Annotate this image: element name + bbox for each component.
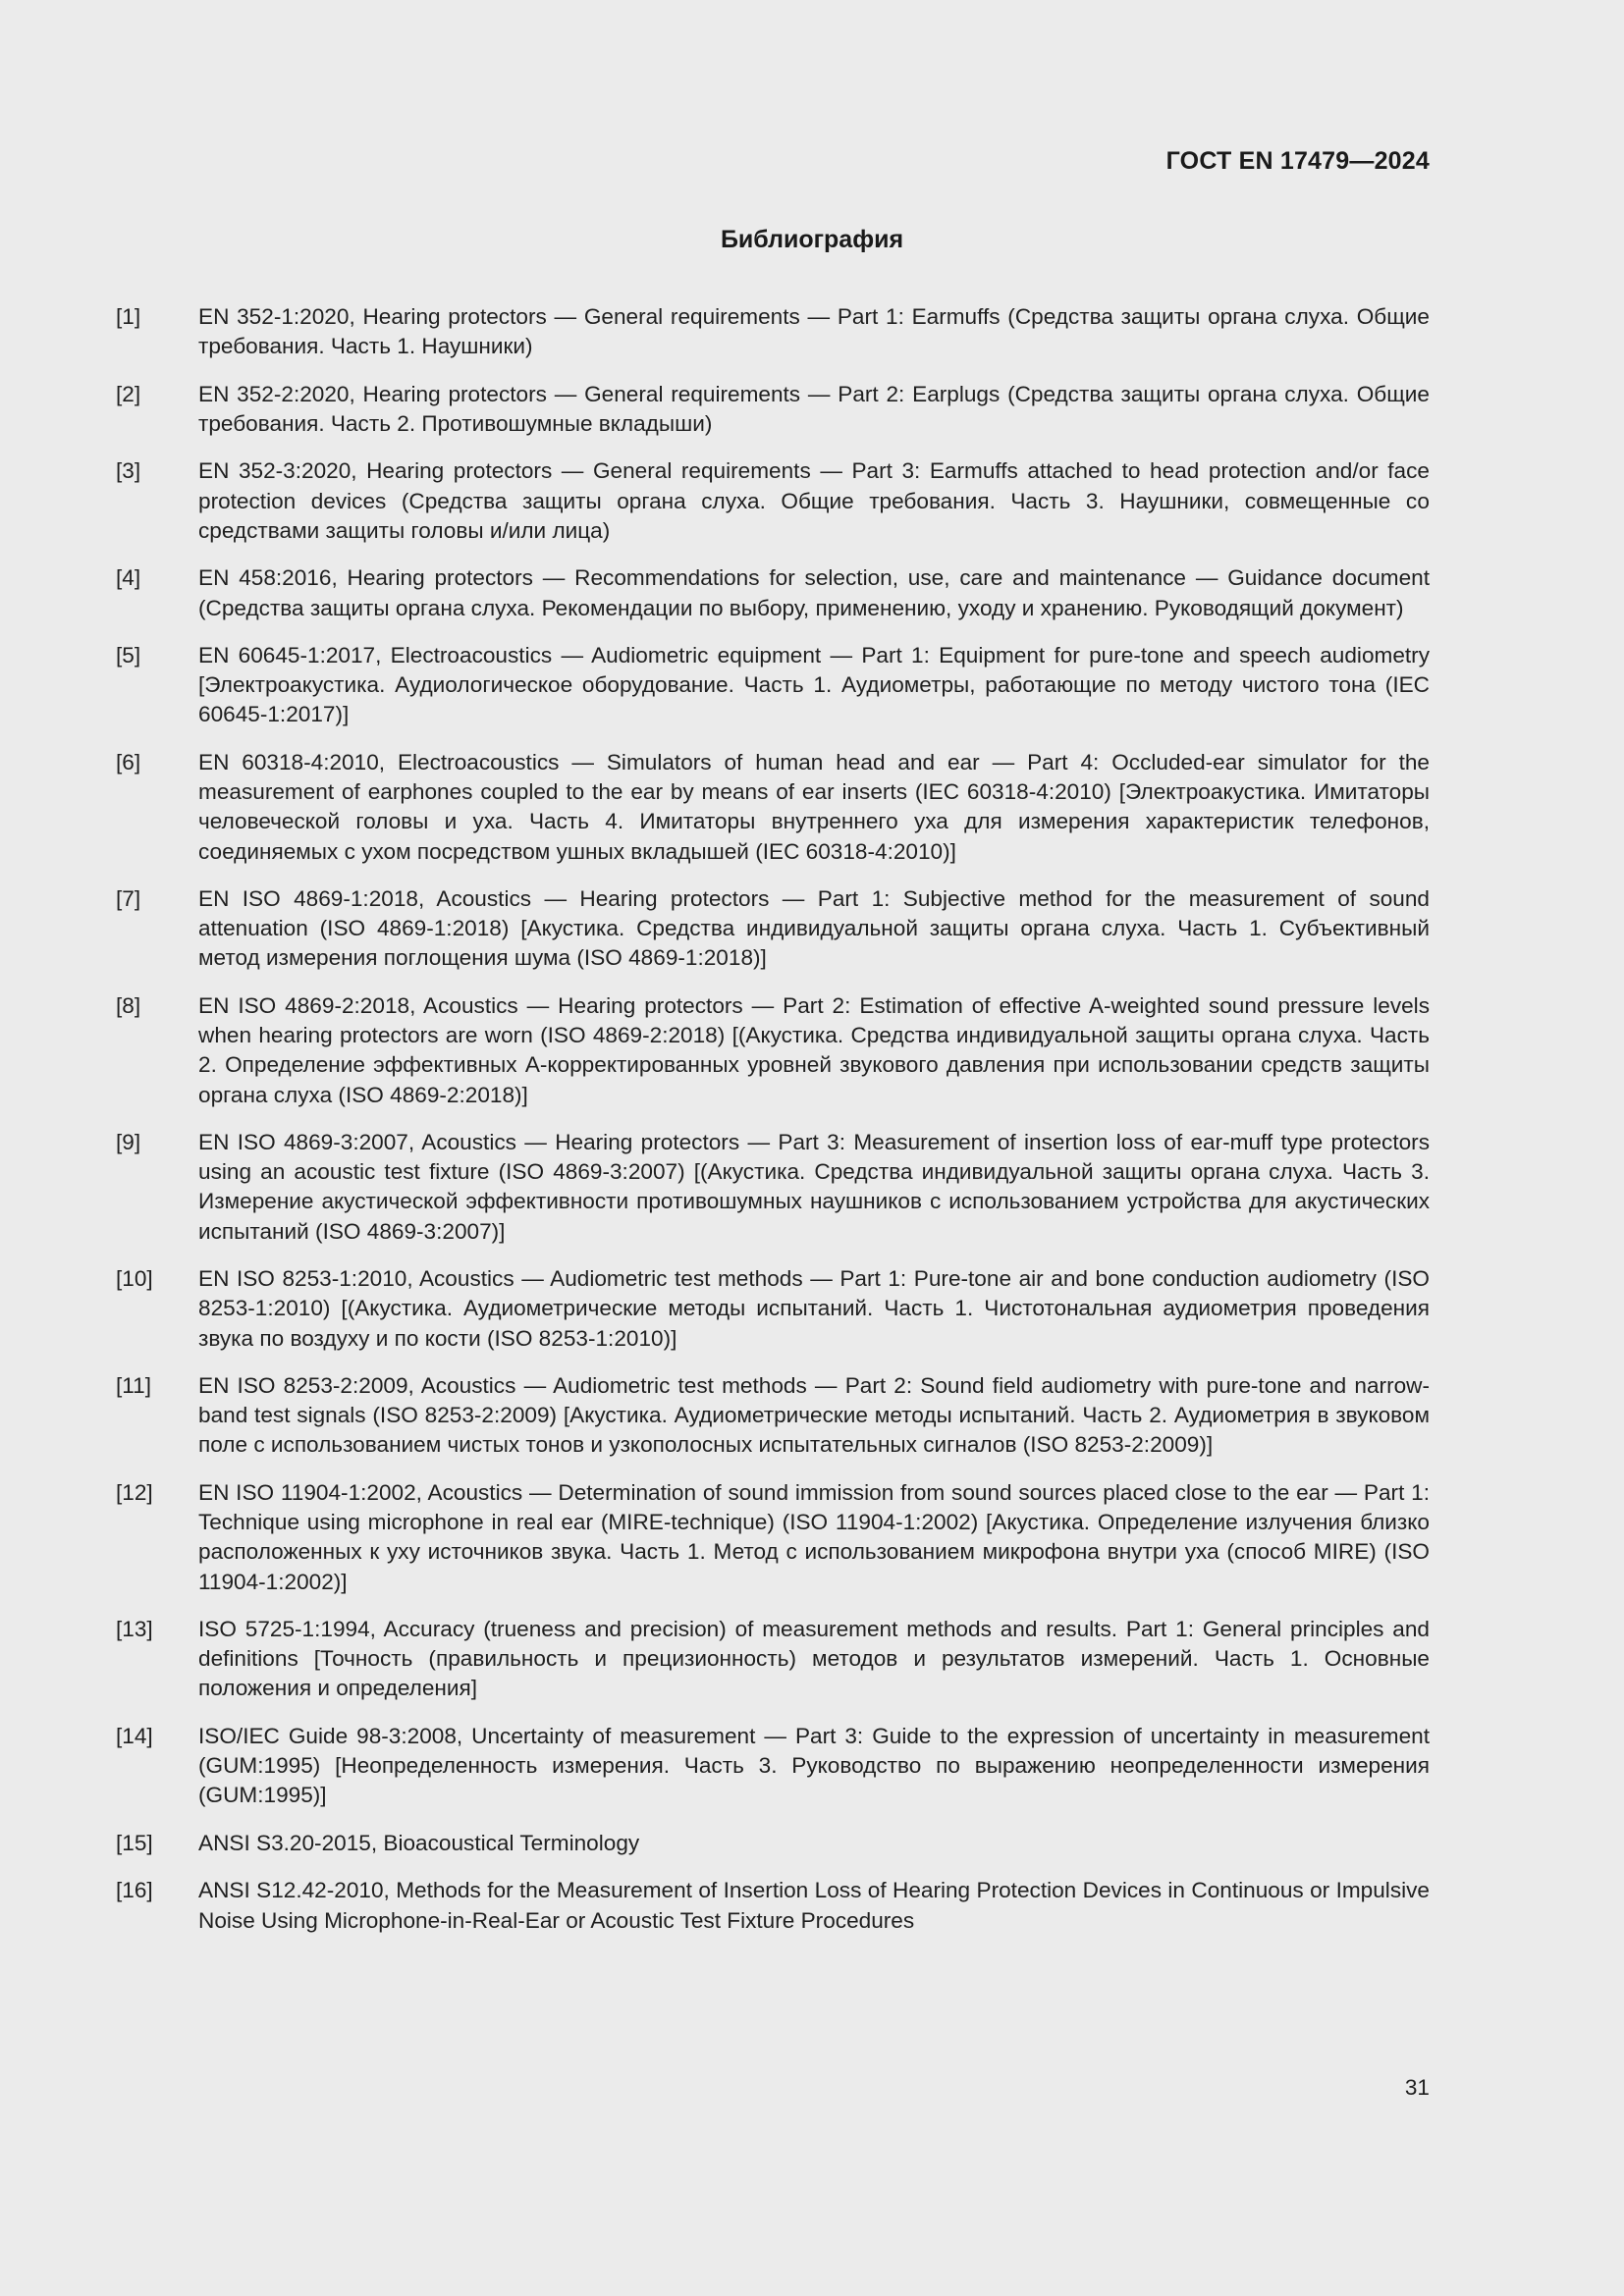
- reference-number: [15]: [116, 1830, 153, 1855]
- reference-text: EN 60645-1:2017, Electroacoustics — Audiometric equipment — Part 1: Equipment for pure-tone and speech audiometry [Электроакустика. Аудиологическое оборудование. Часть 1. Аудиометры, работающие по методу чистого тона (IEC 60645-1:2017)]: [198, 643, 1430, 727]
- reference-text: EN 458:2016, Hearing protectors — Recommendations for selection, use, care and maintenance — Guidance document (Средства защиты органа слуха. Рекомендации по выбору, применению, уходу и хранению. Руководящий документ): [198, 565, 1430, 620]
- list-item: [116, 1264, 1430, 1354]
- reference-number: [2]: [116, 381, 141, 406]
- list-item: [116, 1128, 1430, 1247]
- reference-number: [9]: [116, 1130, 141, 1155]
- reference-text: EN ISO 8253-2:2009, Acoustics — Audiometric test methods — Part 2: Sound field audiometry with pure-tone and narrow-band test signals (ISO 8253-2:2009) [Акустика. Аудиометрические методы испытаний. Часть 2. Аудиометрия в звуковом поле с использованием чистых тонов и узкополосных испытательных сигналов (ISO 8253-2:2009)]: [198, 1373, 1430, 1458]
- list-item: [116, 1615, 1430, 1704]
- reference-number: [7]: [116, 886, 141, 912]
- list-item: [116, 380, 1430, 439]
- reference-text: ANSI S12.42-2010, Methods for the Measurement of Insertion Loss of Hearing Protection Devices in Continuous or Impulsive Noise Using Microphone-in-Real-Ear or Acoustic Test Fixture Procedures: [198, 1878, 1430, 1933]
- list-item: [116, 456, 1430, 546]
- list-item: [116, 748, 1430, 867]
- reference-number: [12]: [116, 1479, 153, 1505]
- list-item: [116, 563, 1430, 622]
- page-number: 31: [1404, 2075, 1430, 2100]
- reference-number: [3]: [116, 458, 141, 484]
- list-item: [116, 1722, 1430, 1811]
- reference-text: EN ISO 8253-1:2010, Acoustics — Audiometric test methods — Part 1: Pure-tone air and bone conduction audiometry (ISO 8253-1:2010) [(Акустика. Аудиометрические методы испытаний. Часть 1. Чистотональная аудиометрия проведения звука по воздуху и по кости (ISO 8253-1:2010)]: [198, 1266, 1430, 1351]
- page-title: Библиография: [720, 226, 904, 253]
- reference-text: EN 352-2:2020, Hearing protectors — General requirements — Part 2: Earplugs (Средства защиты органа слуха. Общие требования. Часть 2. Противошумные вкладыши): [198, 381, 1430, 436]
- reference-text: EN 60318-4:2010, Electroacoustics — Simulators of human head and ear — Part 4: Occluded-ear simulator for the measurement of earphones coupled to the ear by means of ear inserts (IEC 60318-4:2010) [Электроакустика. Имитаторы человеческой головы и уха. Часть 4. Имитаторы внутреннего уха для измерения характеристик телефонов, соединяемых с ухом посредством ушных вкладышей (IEC 60318-4:2010)]: [198, 749, 1430, 864]
- reference-text: EN 352-3:2020, Hearing protectors — General requirements — Part 3: Earmuffs attached to head protection and/or face protection devices (Средства защиты органа слуха. Общие требования. Часть 3. Наушники, совмещенные со средствами защиты головы и/или лица): [198, 458, 1430, 543]
- reference-number: [11]: [116, 1373, 152, 1399]
- reference-number: [8]: [116, 992, 141, 1018]
- reference-number: [10]: [116, 1266, 153, 1292]
- list-item: [116, 1876, 1430, 1935]
- list-item: [116, 1371, 1430, 1461]
- reference-number: [5]: [116, 643, 141, 668]
- list-item: [116, 884, 1430, 974]
- reference-text: ISO 5725-1:1994, Accuracy (trueness and precision) of measurement methods and results. Part 1: General principles and definitions [Точность (правильность и прецизионность) методов и результатов измерений. Часть 1. Основные положения и определения]: [198, 1617, 1430, 1701]
- list-item: [116, 641, 1430, 730]
- list-item: [116, 1478, 1430, 1597]
- list-item: [116, 991, 1430, 1110]
- reference-text: EN ISO 4869-1:2018, Acoustics — Hearing protectors — Part 1: Subjective method for the measurement of sound attenuation (ISO 4869-1:2018) [Акустика. Средства индивидуальной защиты органа слуха. Часть 1. Субъективный метод измерения поглощения шума (ISO 4869-1:2018)]: [198, 886, 1430, 971]
- reference-text: ANSI S3.20-2015, Bioacoustical Terminology: [198, 1830, 640, 1855]
- reference-number: [4]: [116, 565, 141, 591]
- reference-number: [6]: [116, 749, 141, 774]
- reference-text: EN 352-1:2020, Hearing protectors — General requirements — Part 1: Earmuffs (Средства защиты органа слуха. Общие требования. Часть 1. Наушники): [198, 304, 1430, 359]
- reference-text: ISO/IEC Guide 98-3:2008, Uncertainty of measurement — Part 3: Guide to the expression of uncertainty in measurement (GUM:1995) [Неопределенность измерения. Часть 3. Руководство по выражению неопределенности измерения (GUM:1995)]: [198, 1723, 1430, 1808]
- document-code: ГОСТ EN 17479—2024: [1165, 147, 1430, 175]
- reference-text: EN ISO 11904-1:2002, Acoustics — Determination of sound immission from sound sources placed close to the ear — Part 1: Technique using microphone in real ear (MIRE-technique) (ISO 11904-1:2002) [Акустика. Определение излучения близко расположенных к уху источников звука. Часть 1. Метод с использованием микрофона внутри уха (способ MIRE) (ISO 11904-1:2002)]: [198, 1479, 1430, 1594]
- reference-text: EN ISO 4869-3:2007, Acoustics — Hearing protectors — Part 3: Measurement of insertion loss of ear-muff type protectors using an acoustic test fixture (ISO 4869-3:2007) [(Акустика. Средства индивидуальной защиты органа слуха. Часть 3. Измерение акустической эффективности противошумных наушников с использованием устройства для акустических испытаний (ISO 4869-3:2007)]: [198, 1130, 1430, 1244]
- list-item: [116, 302, 1430, 361]
- reference-number: [14]: [116, 1723, 153, 1748]
- reference-text: EN ISO 4869-2:2018, Acoustics — Hearing protectors — Part 2: Estimation of effective A-weighted sound pressure levels when hearing protectors are worn (ISO 4869-2:2018) [(Акустика. Средства индивидуальной защиты органа слуха. Часть 2. Определение эффективных А-корректированных уровней звукового давления при использовании средств защиты органа слуха (ISO 4869-2:2018)]: [198, 992, 1430, 1107]
- reference-number: [13]: [116, 1617, 153, 1642]
- reference-number: [16]: [116, 1878, 153, 1903]
- list-item: [116, 1829, 1430, 1858]
- bibliography-list: [116, 302, 1430, 1953]
- reference-number: [1]: [116, 304, 141, 329]
